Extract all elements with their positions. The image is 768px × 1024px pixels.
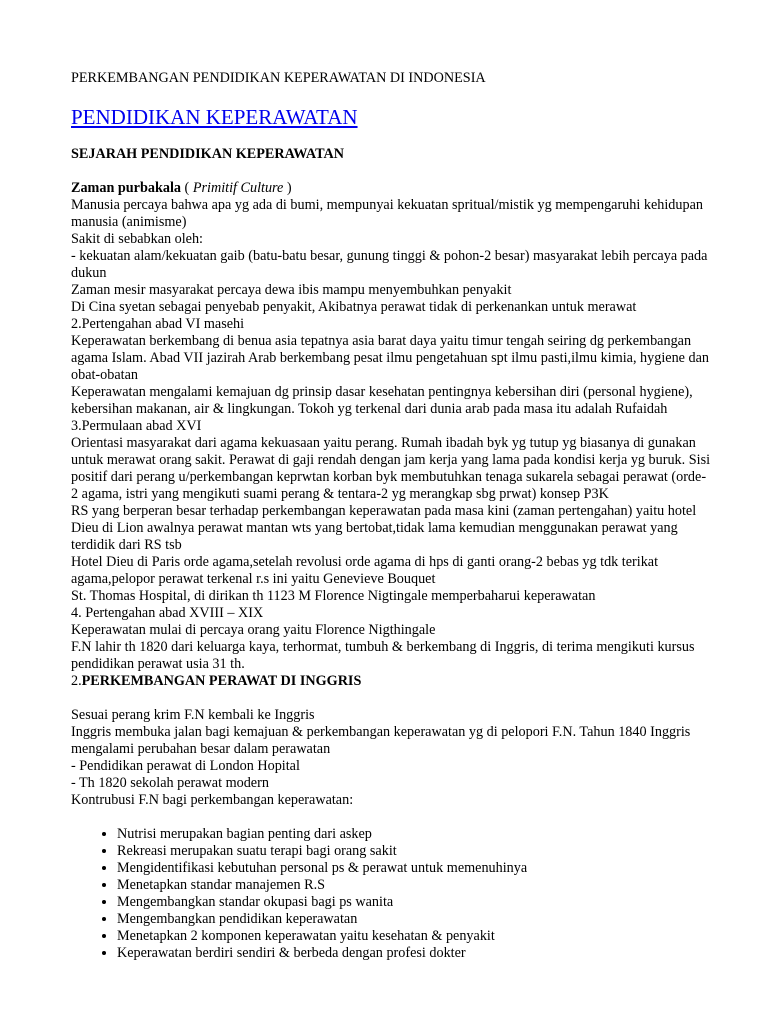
era-paren-open: (	[181, 180, 193, 196]
era-italic: Primitif Culture	[192, 180, 284, 196]
list-item: • Menetapkan 2 komponen keperawatan yaitu kesehatan & penyakit	[117, 928, 711, 945]
paragraph-florence: Keperawatan mulai di percaya orang yaitu Florence Nigthingale	[71, 622, 436, 638]
list-item: • Mengembangkan pendidikan keperawatan	[117, 911, 711, 928]
paragraph-rs-lion: RS yang berperan besar terhadap perkembangan keperawatan pada masa kini (zaman pertengahan) yaitu hotel Dieu di Lion awalnya perawat mantan wts yang bertobat,tidak lama kemudian menggunakan perawat yang terdidik dari RS tsb	[71, 503, 697, 553]
section-heading-inggris	[71, 673, 711, 690]
list-item: • Menetapkan standar manajemen R.S	[117, 877, 711, 894]
paragraph-cina: Di Cina syetan sebagai penyebab penyakit, Akibatnya perawat tidak di perkenankan untuk merawat	[71, 299, 637, 315]
paragraph-inggris: Inggris membuka jalan bagi kemajuan & perkembangan keperawatan yg di pelopori F.N. Tahun 1840 Inggris mengalami perubahan besar dalam perawatan	[71, 724, 691, 757]
paragraph-st-thomas: St. Thomas Hospital, di dirikan th 1123 M Florence Nigtingale memperbaharui keperawatan	[71, 588, 596, 604]
list-item: • Keperawatan berdiri sendiri & berbeda dengan profesi dokter	[117, 945, 711, 962]
pendidikan-keperawatan-link[interactable]: PENDIDIKAN KEPERAWATAN	[71, 105, 358, 129]
paragraph-kontribusi: Kontrubusi F.N bagi perkembangan keperawatan:	[71, 792, 354, 808]
paragraph-abad-xviii: 4. Pertengahan abad XVIII – XIX	[71, 605, 264, 621]
contribution-list	[71, 826, 711, 962]
list-item: • Mengembangkan standar okupasi bagi ps wanita	[117, 894, 711, 911]
paragraph-perang-krim: Sesuai perang krim F.N kembali ke Inggris	[71, 707, 315, 723]
list-item: • Rekreasi merupakan suatu terapi bagi orang sakit	[117, 843, 711, 860]
document-title: PERKEMBANGAN PENDIDIKAN KEPERAWATAN DI INDONESIA	[71, 70, 486, 86]
paragraph-london: - Pendidikan perawat di London Hopital	[71, 758, 300, 774]
spacer	[71, 690, 711, 707]
document-body	[71, 70, 711, 962]
section2-prefix: 2.	[71, 673, 82, 689]
era-heading	[71, 180, 711, 197]
era-paren-close: )	[283, 180, 292, 196]
paragraph-abad-vi: 2.Pertengahan abad VI masehi	[71, 316, 245, 332]
paragraph-kemajuan: Keperawatan mengalami kemajuan dg prinsip dasar kesehatan pentingnya kebersihan diri (personal hygiene), kebersihan makanan, air & lingkungan. Tokoh yg terkenal dari dunia arab pada masa itu adalah Rufaidah	[71, 384, 693, 417]
paragraph-animisme: Manusia percaya bahwa apa yg ada di bumi, mempunyai kekuatan spritual/mistik yg mempengaruhi kehidupan manusia (animisme)	[71, 197, 703, 230]
section2-title: PERKEMBANGAN PERAWAT DI INGGRIS	[81, 673, 362, 689]
paragraph-fn-lahir: F.N lahir th 1820 dari keluarga kaya, terhormat, tumbuh & berkembang di Inggris, di terima mengikuti kursus pendidikan perawat usia 31 th.	[71, 639, 695, 672]
paragraph-mesir: Zaman mesir masyarakat percaya dewa ibis mampu menyembuhkan penyakit	[71, 282, 512, 298]
era-label: Zaman purbakala	[71, 180, 181, 196]
section-heading-sejarah: SEJARAH PENDIDIKAN KEPERAWATAN	[71, 146, 345, 162]
spacer	[71, 809, 711, 826]
paragraph-sakit: Sakit di sebabkan oleh:	[71, 231, 203, 247]
paragraph-asia: Keperawatan berkembang di benua asia tepatnya asia barat daya yaitu timur tengah seiring dg perkembangan agama Islam. Abad VII jazirah Arab berkembang pesat ilmu pengetahuan spt ilmu pasti,ilmu kimia, hygiene dan obat-obatan	[71, 333, 709, 383]
paragraph-abad-xvi: 3.Permulaan abad XVI	[71, 418, 202, 434]
list-item: • Nutrisi merupakan bagian penting dari askep	[117, 826, 711, 843]
paragraph-orientasi: Orientasi masyarakat dari agama kekuasaan yaitu perang. Rumah ibadah byk yg tutup yg biasanya di gunakan untuk merawat orang sakit. Perawat di gaji rendah dengan jam kerja yang lama pada kondisi kerja yg buruk. Sisi positif dari perang u/perkembangan keprwtan korban byk membutuhkan tenaga sukarela sebagai perawat (orde-2 agama, istri yang mengikuti suami perang & tentara-2 yg merangkap sbg prwat) konsep P3K	[71, 435, 711, 502]
paragraph-sekolah: - Th 1820 sekolah perawat modern	[71, 775, 269, 791]
list-item: • Mengidentifikasi kebutuhan personal ps & perawat untuk memenuhinya	[117, 860, 711, 877]
paragraph-kekuatan-alam: - kekuatan alam/kekuatan gaib (batu-batu besar, gunung tinggi & pohon-2 besar) masyarakat lebih percaya pada dukun	[71, 248, 708, 281]
paragraph-hotel-dieu: Hotel Dieu di Paris orde agama,setelah revolusi orde agama di hps di ganti orang-2 bebas yg tdk terikat agama,pelopor perawat terkenal r.s ini yaitu Genevieve Bouquet	[71, 554, 659, 587]
